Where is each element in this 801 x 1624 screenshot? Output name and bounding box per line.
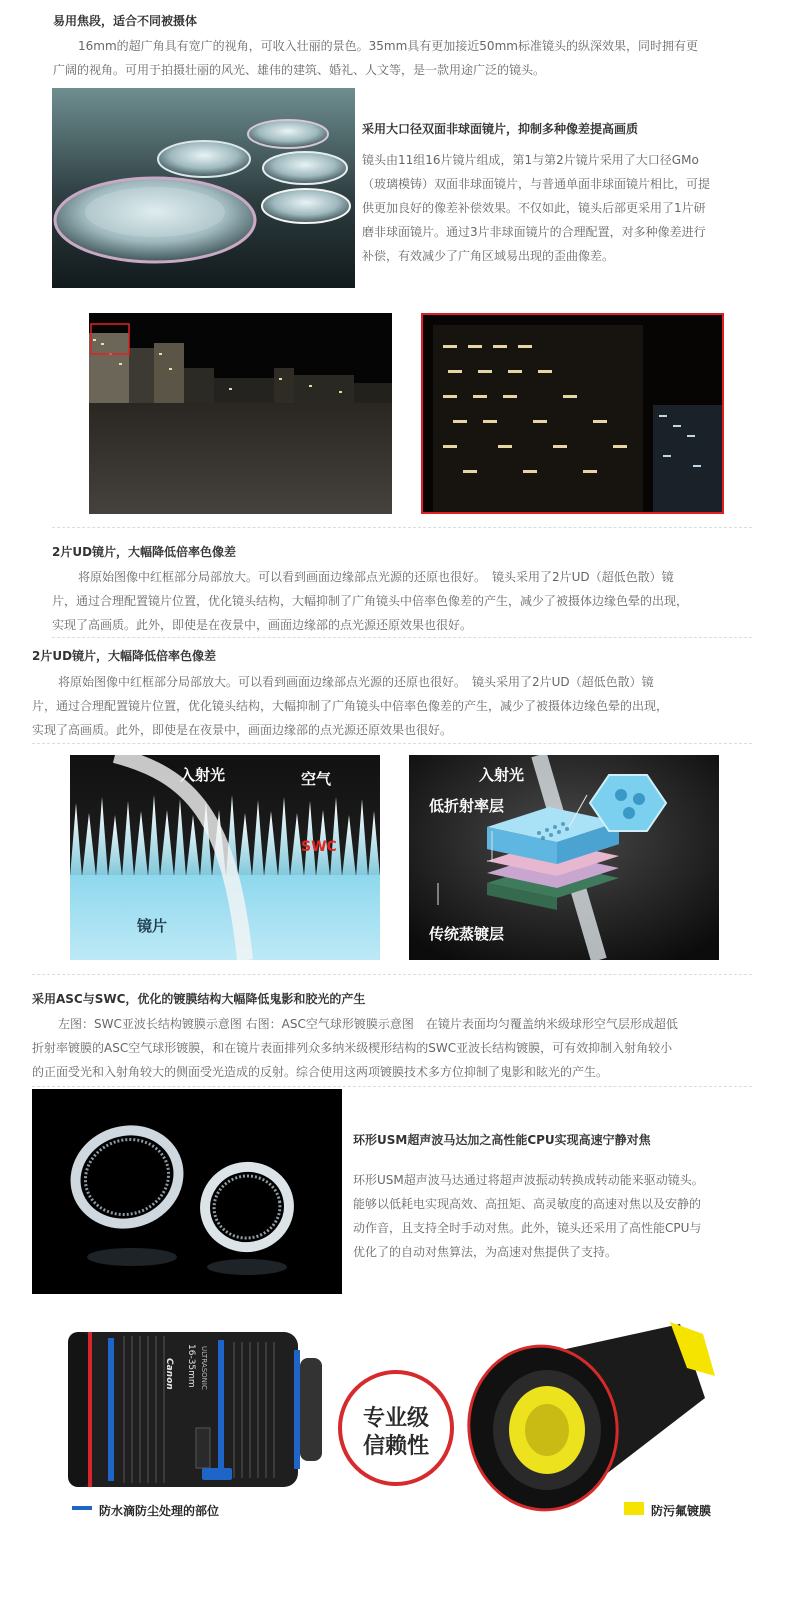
divider	[32, 743, 752, 744]
reliability-badge	[338, 1370, 454, 1486]
intro-heading: 易用焦段，适合不同被摄体	[53, 14, 198, 28]
swc-label: SWC	[301, 839, 337, 855]
aspherical-line-4: 磨非球面镜片。通过3片非球面镜片的合理配置，对多种像差进行	[362, 225, 706, 239]
lens-model-text: 16-35mm	[186, 1344, 196, 1388]
coating-line-2: 折射率镀膜的ASC空气球形镀膜，和在镜片表面排列众多纳米级楔形结构的SWC亚波长结构镀膜，可有效抑制入射角较小	[32, 1041, 673, 1055]
lens-brand-text: Canon	[164, 1358, 174, 1390]
aspherical-line-5: 补偿，有效减少了广角区域易出现的歪曲像差。	[362, 249, 615, 263]
coating-heading: 采用ASC与SWC，优化的镀膜结构大幅降低鬼影和胶光的产生	[32, 992, 366, 1006]
usm-heading: 环形USM超声波马达加之高性能CPU实现高速宁静对焦	[353, 1133, 651, 1147]
ud2-line-1: 将原始图像中红框部分局部放大。可以看到画面边缘部点光源的还原也很好。 镜头采用了2片UD（超低色散）镜	[58, 675, 654, 689]
legend-yellow-label: 防污氟镀膜	[651, 1504, 712, 1518]
ud1-line-1: 将原始图像中红框部分局部放大。可以看到画面边缘部点光源的还原也很好。 镜头采用了2片UD（超低色散）镜	[78, 570, 674, 584]
lens-ring-text: ULTRASONIC	[200, 1346, 208, 1390]
usm-line-1: 环形USM超声波马达通过将超声波振动转换成转动能来驱动镜头。	[353, 1173, 704, 1187]
usm-motor-photo	[32, 1089, 342, 1294]
badge-line-2: 信赖性	[362, 1434, 429, 1459]
ud2-heading: 2片UD镜片，大幅降低倍率色像差	[32, 649, 217, 663]
intro-line-2: 广阔的视角。可用于拍摄壮丽的风光、雄伟的建筑、婚礼、人文等，是一款用途广泛的镜头。	[53, 63, 546, 77]
divider	[52, 527, 752, 528]
aspherical-line-2: （玻璃模铸）双面非球面镜片，与普通单面非球面镜片相比，可提	[362, 177, 711, 191]
divider	[32, 1086, 752, 1087]
legend-blue-swatch	[72, 1506, 92, 1510]
asc-coating-diagram	[409, 755, 719, 960]
ud1-line-3: 实现了高画质。此外，即使是在夜景中，画面边缘部的点光源还原效果也很好。	[52, 618, 473, 632]
divider	[32, 974, 752, 975]
zoomed-detail-photo	[421, 313, 724, 514]
lens-side-photo	[68, 1328, 326, 1491]
coating-line-1: 左图：SWC亚波长结构镀膜示意图 右图：ASC空气球形镀膜示意图 在镜片表面均匀覆盖纳米级球形空气层形成超低	[58, 1017, 678, 1031]
aspherical-line-3: 供更加良好的像差补偿效果。不仅如此，镜头后部更采用了1片研	[362, 201, 706, 215]
swc-incident-label: 入射光	[180, 766, 226, 784]
divider	[52, 637, 752, 638]
ud1-line-2: 片，通过合理配置镜片位置，优化镜头结构，大幅抑制了广角镜头中倍率色像差的产生，减少了被摄体边缘色晕的出现，	[52, 594, 689, 608]
swc-coating-diagram	[70, 755, 380, 960]
legend-yellow-swatch	[624, 1502, 644, 1515]
intro-line-1: 16mm的超广角具有宽广的视角，可收入壮丽的景色。35mm具有更加接近50mm标准镜头的纵深效果，同时拥有更	[78, 39, 698, 53]
swc-lens-label: 镜片	[137, 917, 168, 935]
usm-line-2: 能够以低耗电实现高效、高扭矩、高灵敏度的高速对焦以及安静的	[353, 1197, 702, 1211]
badge-line-1: 专业级	[362, 1406, 429, 1431]
usm-line-3: 动作音，且支持全时手动对焦。此外，镜头还采用了高性能CPU与	[353, 1221, 702, 1235]
aspherical-lens-photo	[52, 88, 355, 288]
asc-traditional-label: 传统蒸镀层	[429, 925, 505, 943]
coating-line-3: 的正面受光和入射角较大的侧面受光造成的反射。综合使用这两项镀膜技术多方位抑制了鬼影和眩光的产生。	[32, 1065, 609, 1079]
aspherical-line-1: 镜头由11组16片镜片组成，第1与第2片镜片采用了大口径GMo	[362, 153, 699, 167]
aspherical-heading: 采用大口径双面非球面镜片，抑制多种像差提高画质	[362, 122, 639, 136]
ud2-line-2: 片，通过合理配置镜片位置，优化镜头结构，大幅抑制了广角镜头中倍率色像差的产生，减少了被摄体边缘色晕的出现，	[32, 699, 669, 713]
swc-air-label: 空气	[301, 770, 332, 788]
lens-front-photo	[465, 1318, 720, 1516]
ud1-heading: 2片UD镜片，大幅降低倍率色像差	[52, 545, 237, 559]
asc-incident-label: 入射光	[479, 766, 525, 784]
night-city-photo	[89, 313, 392, 514]
usm-line-4: 优化了的自动对焦算法，为高速对焦提供了支持。	[353, 1245, 618, 1259]
legend-blue-label: 防水滴防尘处理的部位	[99, 1504, 220, 1518]
ud2-line-3: 实现了高画质。此外，即使是在夜景中，画面边缘部的点光源还原效果也很好。	[32, 723, 453, 737]
asc-low-index-label: 低折射率层	[429, 797, 505, 815]
